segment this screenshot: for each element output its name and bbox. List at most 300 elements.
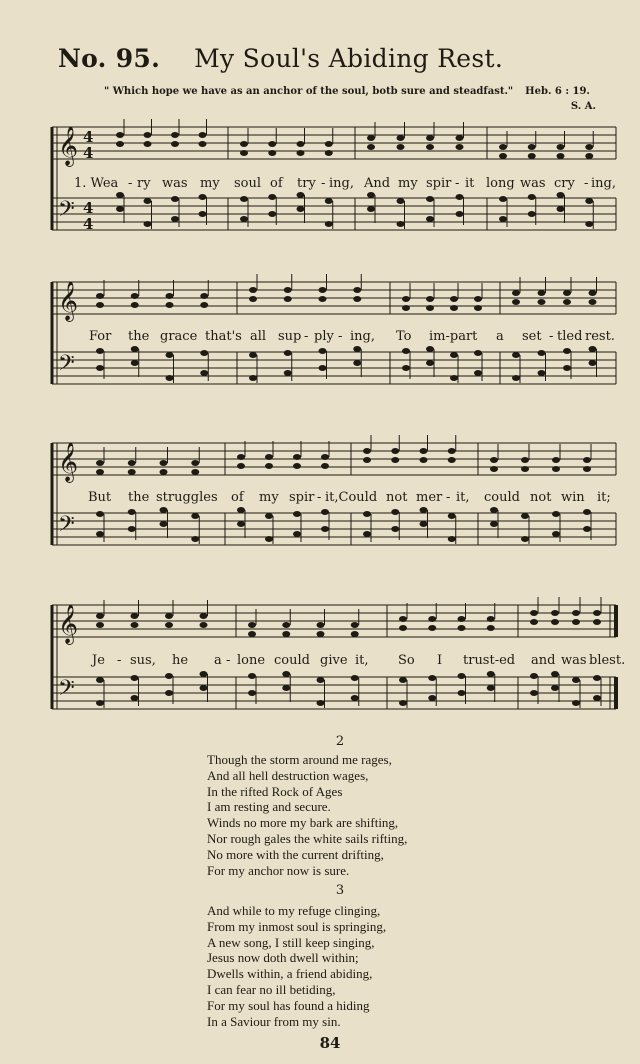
note-head — [458, 616, 466, 622]
note-head — [450, 375, 458, 381]
note-head — [131, 622, 139, 628]
note-head — [268, 194, 276, 200]
note-head — [458, 690, 466, 696]
lyric-syllable: was — [520, 176, 546, 191]
note-head — [402, 348, 410, 354]
note-head — [402, 365, 410, 371]
time-signature-top: 4 — [83, 199, 94, 217]
note-head — [191, 460, 199, 466]
note-head — [563, 365, 571, 371]
note-head — [353, 287, 361, 293]
note-head — [557, 144, 565, 150]
note-head — [589, 290, 597, 296]
note-head — [319, 296, 327, 302]
note-head — [96, 365, 104, 371]
note-head — [367, 135, 375, 141]
note-head — [391, 448, 399, 454]
note-head — [282, 622, 290, 628]
note-head — [397, 135, 405, 141]
lyric-syllable: ing, — [350, 329, 375, 344]
note-head — [248, 622, 256, 628]
verse-line: Winds no more my bark are shifting, — [207, 815, 399, 831]
verse-line: For my anchor now is sure. — [207, 862, 350, 878]
note-head — [521, 536, 529, 542]
note-head — [353, 360, 361, 366]
hymn-number: No. 95. — [58, 44, 161, 73]
note-head — [552, 466, 560, 472]
lyric-syllable: try — [297, 176, 316, 191]
note-head — [583, 457, 591, 463]
treble-clef-icon: 𝄞 — [58, 442, 79, 482]
note-head — [512, 299, 520, 305]
lyric-syllable: trust-ed — [463, 653, 516, 668]
note-head — [96, 677, 104, 683]
note-head — [391, 457, 399, 463]
note-head — [131, 695, 139, 701]
note-head — [458, 673, 466, 679]
note-head — [166, 352, 174, 358]
note-head — [363, 457, 371, 463]
note-head — [402, 296, 410, 302]
note-head — [265, 513, 273, 519]
note-head — [131, 302, 139, 308]
stanza-number: 3 — [335, 883, 345, 898]
verse-line: A new song, I still keep singing, — [207, 934, 375, 950]
scripture-reference: Heb. 6 : 19. — [525, 86, 590, 97]
note-head — [199, 141, 207, 147]
verse-line: Jesus now doth dwell within; — [207, 950, 359, 966]
lyric-syllable: of — [270, 176, 283, 191]
verse-line: In a Saviour from my sin. — [207, 1013, 341, 1029]
note-head — [426, 135, 434, 141]
note-head — [530, 610, 538, 616]
lyric-syllable: a — [214, 653, 222, 668]
lyric-syllable: spir — [426, 176, 452, 191]
lyric-syllable: - — [338, 329, 343, 344]
note-head — [585, 198, 593, 204]
lyric-syllable: he — [172, 653, 189, 668]
note-head — [96, 293, 104, 299]
note-head — [551, 619, 559, 625]
note-head — [552, 531, 560, 537]
lyric-syllable: could — [484, 490, 520, 505]
note-head — [351, 695, 359, 701]
note-head — [456, 144, 464, 150]
lyric-syllable: - — [584, 176, 589, 191]
note-head — [96, 460, 104, 466]
note-head — [240, 196, 248, 202]
note-head — [589, 360, 597, 366]
lyric-line-2 — [0, 329, 640, 347]
verse-line: Nor rough gales the white sails rifting, — [207, 830, 408, 846]
note-head — [200, 685, 208, 691]
note-head — [426, 305, 434, 311]
note-head — [265, 454, 273, 460]
note-head — [487, 616, 495, 622]
note-head — [583, 509, 591, 515]
lyric-line-4 — [0, 653, 640, 671]
note-head — [428, 675, 436, 681]
note-head — [166, 293, 174, 299]
lyric-syllable: So — [398, 653, 415, 668]
note-head — [351, 622, 359, 628]
note-head — [249, 287, 257, 293]
note-head — [200, 350, 208, 356]
note-head — [240, 216, 248, 222]
lyric-syllable: not — [386, 490, 408, 505]
lyric-line-3 — [0, 490, 640, 508]
lyric-syllable: ply — [314, 329, 334, 344]
note-head — [191, 513, 199, 519]
note-head — [131, 613, 139, 619]
note-head — [585, 144, 593, 150]
note-head — [448, 513, 456, 519]
lyric-syllable: But — [88, 490, 112, 505]
note-head — [268, 141, 276, 147]
time-signature-bottom: 4 — [83, 215, 94, 233]
note-head — [200, 671, 208, 677]
note-head — [572, 619, 580, 625]
lyric-syllable: rest. — [585, 329, 615, 344]
note-head — [317, 631, 325, 637]
bass-clef-icon: 𝄢 — [58, 512, 75, 542]
lyric-syllable: not — [530, 490, 552, 505]
note-head — [116, 132, 124, 138]
note-head — [351, 631, 359, 637]
note-head — [297, 141, 305, 147]
note-head — [325, 198, 333, 204]
note-head — [171, 141, 179, 147]
note-head — [160, 521, 168, 527]
treble-clef-icon: 𝄞 — [58, 126, 79, 166]
lyric-syllable: tled — [557, 329, 583, 344]
note-head — [268, 150, 276, 156]
note-head — [538, 299, 546, 305]
note-head — [200, 302, 208, 308]
lyric-syllable: - — [317, 490, 322, 505]
lyric-line-1 — [0, 176, 640, 194]
note-head — [265, 536, 273, 542]
note-head — [456, 211, 464, 217]
lyric-syllable: my — [259, 490, 279, 505]
lyric-syllable: it — [465, 176, 475, 191]
note-head — [282, 671, 290, 677]
note-head — [456, 135, 464, 141]
note-head — [191, 469, 199, 475]
note-head — [165, 690, 173, 696]
lyric-syllable: - — [455, 176, 460, 191]
lyric-syllable: sus, — [130, 653, 156, 668]
note-head — [448, 457, 456, 463]
verse-line: No more with the current drifting, — [207, 846, 384, 862]
lyric-syllable: - — [117, 653, 122, 668]
note-head — [321, 526, 329, 532]
note-head — [583, 526, 591, 532]
note-head — [128, 469, 136, 475]
note-head — [426, 144, 434, 150]
note-head — [426, 196, 434, 202]
note-head — [166, 302, 174, 308]
note-head — [426, 216, 434, 222]
lyric-syllable: struggles — [156, 490, 218, 505]
note-head — [420, 457, 428, 463]
lyric-syllable: I — [437, 653, 443, 668]
note-head — [474, 350, 482, 356]
note-head — [199, 194, 207, 200]
verse-line: And while to my refuge clinging, — [207, 903, 381, 918]
note-head — [160, 460, 168, 466]
bass-clef-icon: 𝄢 — [58, 197, 75, 227]
lyric-syllable: spir — [289, 490, 315, 505]
lyric-syllable: mer — [416, 490, 443, 505]
note-head — [160, 469, 168, 475]
note-head — [363, 448, 371, 454]
note-head — [131, 675, 139, 681]
note-head — [248, 673, 256, 679]
note-head — [248, 690, 256, 696]
note-head — [448, 448, 456, 454]
lyric-syllable: ing, — [329, 176, 354, 191]
note-head — [490, 457, 498, 463]
note-head — [487, 671, 495, 677]
note-head — [293, 463, 301, 469]
lyric-syllable: im-part — [429, 329, 478, 344]
lyric-syllable: could — [274, 653, 310, 668]
stanza-3 — [207, 903, 386, 1029]
note-head — [487, 625, 495, 631]
note-head — [428, 616, 436, 622]
note-head — [321, 463, 329, 469]
lyric-syllable: And — [364, 176, 391, 191]
lyric-syllable: it,Could — [325, 490, 378, 505]
stanza-2 — [207, 752, 407, 878]
lyric-syllable: - — [321, 176, 326, 191]
verse-line: Dwells within, a friend abiding, — [207, 966, 373, 982]
note-head — [293, 454, 301, 460]
note-head — [528, 144, 536, 150]
note-head — [200, 370, 208, 376]
note-head — [593, 695, 601, 701]
note-head — [284, 296, 292, 302]
note-head — [428, 695, 436, 701]
note-head — [528, 211, 536, 217]
note-head — [572, 677, 580, 683]
note-head — [321, 454, 329, 460]
note-head — [499, 196, 507, 202]
lyric-syllable: was — [162, 176, 188, 191]
lyric-syllable: Je — [92, 653, 105, 668]
note-head — [166, 375, 174, 381]
note-head — [96, 613, 104, 619]
hymn-title: My Soul's Abiding Rest. — [194, 44, 504, 73]
note-head — [474, 370, 482, 376]
note-head — [131, 360, 139, 366]
note-head — [593, 619, 601, 625]
lyric-syllable: grace — [160, 329, 198, 344]
lyric-syllable: ing, — [591, 176, 616, 191]
note-head — [144, 132, 152, 138]
lyric-syllable: cry — [554, 176, 575, 191]
note-head — [96, 531, 104, 537]
note-head — [399, 677, 407, 683]
time-signature-bottom: 4 — [83, 144, 94, 162]
note-head — [450, 305, 458, 311]
note-head — [317, 622, 325, 628]
note-head — [237, 521, 245, 527]
note-head — [116, 141, 124, 147]
note-head — [490, 466, 498, 472]
note-head — [363, 531, 371, 537]
note-head — [268, 211, 276, 217]
note-head — [265, 463, 273, 469]
note-head — [249, 296, 257, 302]
note-head — [367, 206, 375, 212]
note-head — [458, 625, 466, 631]
note-head — [563, 299, 571, 305]
note-head — [557, 153, 565, 159]
note-head — [284, 350, 292, 356]
note-head — [367, 144, 375, 150]
note-head — [293, 511, 301, 517]
note-head — [144, 141, 152, 147]
lyric-syllable: ry — [137, 176, 151, 191]
note-head — [399, 625, 407, 631]
lyric-syllable: win — [561, 490, 585, 505]
note-head — [426, 296, 434, 302]
note-head — [426, 360, 434, 366]
lyric-syllable: For — [89, 329, 112, 344]
note-head — [474, 305, 482, 311]
note-head — [131, 293, 139, 299]
note-head — [391, 526, 399, 532]
note-head — [128, 526, 136, 532]
note-head — [487, 685, 495, 691]
lyric-syllable: it, — [355, 653, 369, 668]
note-head — [593, 675, 601, 681]
note-head — [448, 536, 456, 542]
note-head — [521, 466, 529, 472]
note-head — [96, 469, 104, 475]
verse-line: From my inmost soul is springing, — [207, 918, 387, 934]
note-head — [397, 221, 405, 227]
lyric-syllable: the — [128, 329, 150, 344]
note-head — [530, 619, 538, 625]
note-head — [521, 457, 529, 463]
note-head — [563, 348, 571, 354]
note-head — [240, 150, 248, 156]
note-head — [589, 299, 597, 305]
note-head — [317, 700, 325, 706]
lyric-syllable: blest. — [589, 653, 626, 668]
note-head — [293, 531, 301, 537]
lyric-syllable: it, — [456, 490, 470, 505]
note-head — [317, 677, 325, 683]
note-head — [321, 509, 329, 515]
note-head — [391, 509, 399, 515]
note-head — [456, 194, 464, 200]
note-head — [572, 610, 580, 616]
note-head — [200, 622, 208, 628]
note-head — [96, 700, 104, 706]
lyric-syllable: of — [231, 490, 244, 505]
note-head — [402, 305, 410, 311]
note-head — [144, 221, 152, 227]
note-head — [538, 370, 546, 376]
verse-line: I can fear no ill betiding, — [207, 981, 336, 997]
lyric-syllable: my — [200, 176, 220, 191]
bass-clef-icon: 𝄢 — [58, 676, 75, 706]
note-head — [512, 290, 520, 296]
lyric-syllable: all — [250, 329, 267, 344]
note-head — [248, 631, 256, 637]
note-head — [96, 348, 104, 354]
note-head — [171, 196, 179, 202]
note-head — [363, 511, 371, 517]
verse-line: I am resting and secure. — [207, 799, 331, 815]
note-head — [499, 144, 507, 150]
lyric-syllable: - — [304, 329, 309, 344]
note-head — [397, 198, 405, 204]
lyric-syllable: set — [522, 329, 542, 344]
note-head — [530, 690, 538, 696]
author-initials: S. A. — [570, 101, 596, 112]
note-head — [282, 685, 290, 691]
note-head — [538, 350, 546, 356]
note-head — [319, 365, 327, 371]
note-head — [284, 287, 292, 293]
note-head — [499, 216, 507, 222]
note-head — [353, 296, 361, 302]
note-head — [144, 198, 152, 204]
note-head — [530, 673, 538, 679]
note-head — [199, 211, 207, 217]
lyric-syllable: lone — [237, 653, 266, 668]
note-head — [128, 509, 136, 515]
note-head — [512, 375, 520, 381]
note-head — [450, 352, 458, 358]
note-head — [282, 631, 290, 637]
lyric-syllable: that's — [205, 329, 242, 344]
note-head — [490, 521, 498, 527]
note-head — [128, 460, 136, 466]
note-head — [428, 625, 436, 631]
lyric-syllable: soul — [234, 176, 262, 191]
note-head — [499, 153, 507, 159]
note-head — [171, 216, 179, 222]
lyric-syllable: - — [226, 653, 231, 668]
stanza-number: 2 — [335, 734, 345, 749]
note-head — [399, 616, 407, 622]
lyric-syllable: sup — [278, 329, 302, 344]
treble-clef-icon: 𝄞 — [58, 281, 79, 321]
note-head — [325, 221, 333, 227]
note-head — [512, 352, 520, 358]
note-head — [249, 352, 257, 358]
note-head — [583, 466, 591, 472]
note-head — [399, 700, 407, 706]
verse-line: And all hell destruction wages, — [207, 767, 369, 783]
note-head — [563, 290, 571, 296]
verse-line: Though the storm around me rages, — [207, 752, 392, 767]
lyric-syllable: the — [128, 490, 150, 505]
note-head — [325, 150, 333, 156]
note-head — [116, 206, 124, 212]
note-head — [552, 511, 560, 517]
time-signature-top: 4 — [83, 128, 94, 146]
epigraph-quote: " Which hope we have as an anchor of the soul, botb sure and steadfast." — [104, 86, 514, 97]
note-head — [200, 293, 208, 299]
note-head — [551, 671, 559, 677]
